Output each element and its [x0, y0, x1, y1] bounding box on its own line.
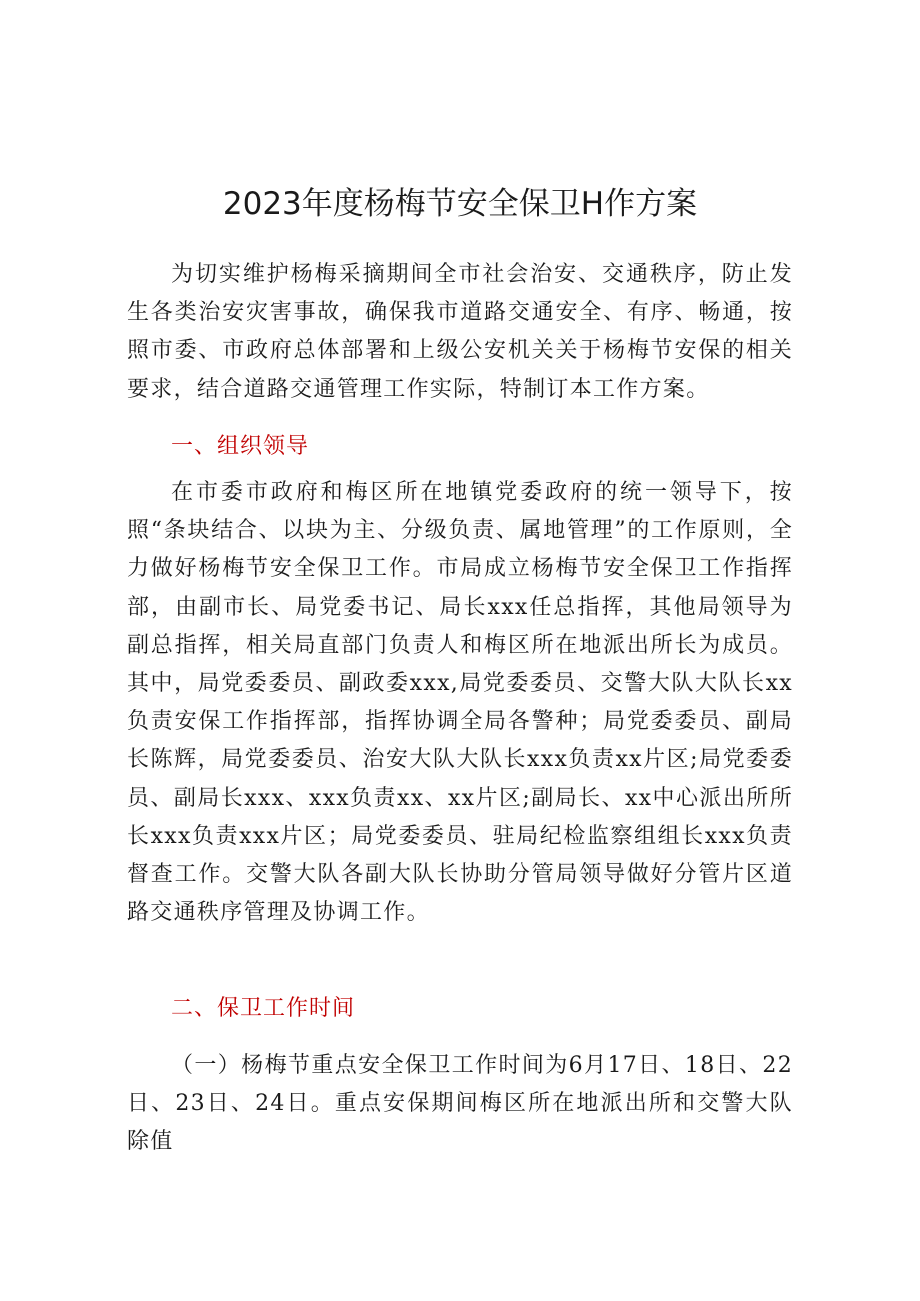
section-heading-organization: 一、组织领导 [171, 434, 310, 459]
section-heading-schedule: 二、保卫工作时间 [171, 996, 356, 1021]
document-title: 2023年度杨梅节安全保卫H作方案 [222, 186, 698, 222]
intro-paragraph: 为切实维护杨梅采摘期间全市社会治安、交通秩序，防止发生各类治安灾害事故，确保我市道路交通安全、有序、畅通，按照市委、市政府总体部署和上级公安机关关于杨梅节安保的相关要求，结合道路交通管理工作实际，特制订本工作方案。 [127, 262, 793, 402]
section-paragraph-organization: 在市委市政府和梅区所在地镇党委政府的统一领导下，按照“条块结合、以块为主、分级负责、属地管理”的工作原则，全力做好杨梅节安全保卫工作。市局成立杨梅节安全保卫工作指挥部，由副市长、局党委书记、局长xxx任总指挥，其他局领导为副总指挥，相关局直部门负责人和梅区所在地派出所长为成员。其中，局党委委员、副政委xxx,局党委委员、交警大队大队长xx负责安保工作指挥部，指挥协调全局各警种；局党委委员、副局长陈辉，局党委委员、治安大队大队长xxx负责xx片区;局党委委员、副局长xxx、xxx负责xx、xx片区;副局长、xx中心派出所所长xxx负责xxx片区；局党委委员、驻局纪检监察组组长xxx负责督查工作。交警大队各副大队长协助分管局领导做好分管片区道路交通秩序管理及协调工作。 [127, 480, 793, 926]
section-paragraph-schedule: （一）杨梅节重点安全保卫工作时间为6月17日、18日、22日、23日、24日。重点安保期间梅区所在地派出所和交警大队除值 [127, 1053, 793, 1155]
